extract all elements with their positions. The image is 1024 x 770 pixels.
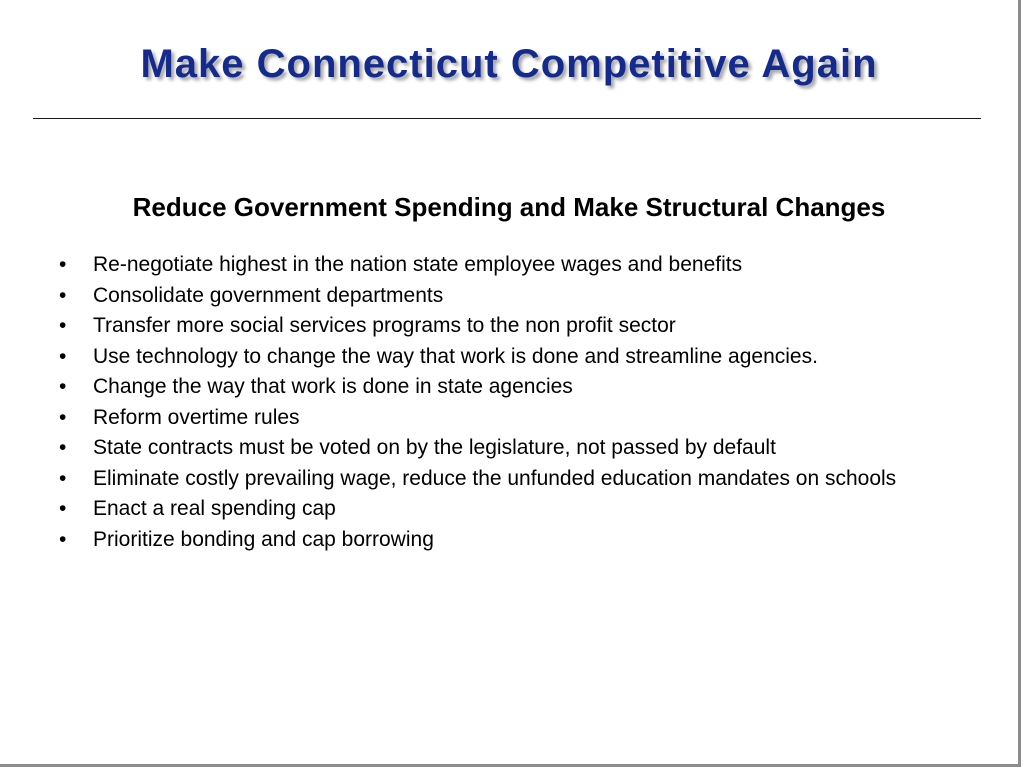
section-heading: Reduce Government Spending and Make Structural Changes [132, 192, 886, 222]
bullet-text: Transfer more social services programs to the non profit sector [93, 314, 676, 337]
bullet-item [55, 464, 935, 495]
bullet-icon: • [59, 436, 67, 459]
bullet-text: Change the way that work is done in state agencies [93, 375, 573, 398]
title-divider [33, 118, 981, 119]
bullet-text: Re-negotiate highest in the nation state employee wages and benefits [93, 253, 743, 276]
bullet-text: Prioritize bonding and cap borrowing [93, 527, 434, 551]
bullet-item [55, 311, 935, 342]
bullet-icon: • [59, 405, 67, 429]
bullet-item [55, 433, 935, 464]
bullet-icon: • [59, 253, 67, 276]
bullet-icon: • [59, 497, 67, 520]
bullet-item [55, 403, 935, 434]
bullet-icon: • [59, 344, 67, 368]
bullet-icon: • [59, 527, 67, 551]
bullet-list [55, 250, 935, 555]
bullet-item [55, 525, 935, 556]
bullet-text: Eliminate costly prevailing wage, reduce the unfunded education mandates on schools [93, 466, 897, 490]
bullet-text: State contracts must be voted on by the legislature, not passed by default [93, 436, 776, 459]
bullet-text: Use technology to change the way that work is done and streamline agencies. [93, 344, 818, 368]
bullet-item [55, 372, 935, 403]
bullet-text: Enact a real spending cap [93, 497, 336, 520]
bullet-icon: • [59, 314, 67, 337]
bullet-item [55, 494, 935, 525]
bullet-item [55, 281, 935, 312]
bullet-item [55, 342, 935, 373]
bullet-icon: • [59, 375, 67, 398]
bullet-text: Reform overtime rules [93, 405, 300, 429]
bullet-icon: • [59, 283, 67, 307]
bullet-item [55, 250, 935, 281]
bullet-text: Consolidate government departments [93, 283, 444, 307]
slide-title: Make Connecticut Competitive Again [140, 42, 878, 86]
bullet-icon: • [59, 466, 67, 490]
